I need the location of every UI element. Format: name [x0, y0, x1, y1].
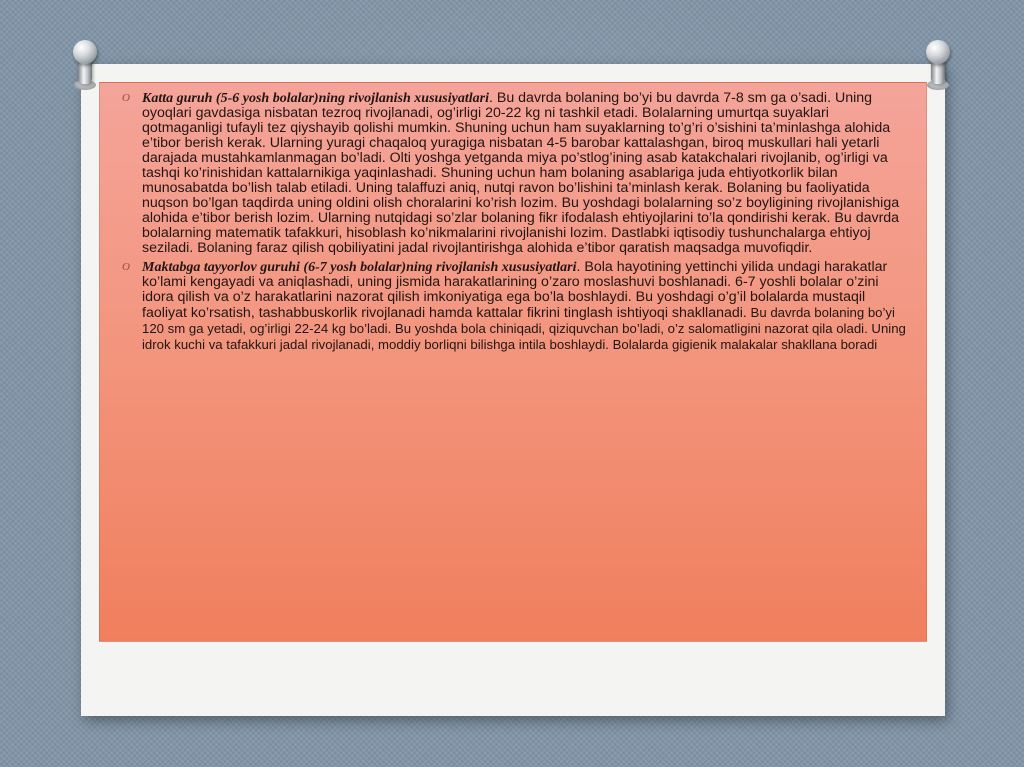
bullet-body: . Bu davrda bolaning bo’yi bu davrda 7-8 sm ga o’sadi. Uning oyoqlari gavdasiga nisbatan tezroq rivojlanadi, og’irligi 20-22 kg ni tashkil etadi. Bolalarning umurtqa suyaklari qotmaganligi tufayli tez qiyshayib qolishi mumkin. Shuning uchun ham suyaklarning to’g’ri o’sishini ta’minlashga alohida e’tibor berish kerak. Ularning yuragi chaqaloq yuragiga nisbatan 4-5 barobar kattalashgan, biroq muskullari hali yetarli darajada mustahkamlanmagan bo’ladi. Olti yoshga yetganda miya po’stlog’ining asab katakchalari rivojlanib, og’irligi va tashqi ko’rinishidan kattalarnikiga yaqinlashadi. Shuning uchun ham bolaning asablariga juda ehtiyotkorlik bilan munosabatda bo’lish talab etiladi. Uning talaffuzi aniq, nutqi ravon bo’lishini ta’minlash kerak. Bolaning bu faoliyatida nuqson bo’lgan taqdirda uning oldini olish choralarini ko’rish lozim. Bu yoshdagi bolalarning so’z boyligining rivojlanishiga alohida e’tibor berish lozim. Ularning nutqidagi so’zlar bolaning fikr ifodalash ehtiyojlarini to’la qondirishi kerak. Bu davrda bolalarning matematik tafakkuri, hisoblash ko’nikmalarini rivojlanishi lozim. Dastlabki iqtisodiy tushunchalarga ehtiyoj seziladi. Bolaning faraz qilish qobiliyatini jadal rivojlantirishga alohida e’tibor qaratish maqsadga muvofiqdir.	[142, 90, 900, 256]
bullet-body: . Bola hayotining yettinchi yilida undagi harakatlar ko’lami kengayadi va aniqlashadi, uning jismida harakatlarining o’zaro moslashuvi boshlanadi. 6-7 yoshli bolalar o’zini idora qilish va o’z harakatlarini nazorat qilish imkoniyatiga ega bo’la boshlaydi. Bu yoshdagi o’g’il bolalarda mustaqil faoliyat ko’rsatish, tashabbuskorlik rivojlanadi hamda kattalar fikrini tinglash ishtiyoqi shakllanadi.	[142, 259, 888, 321]
pushpin-icon	[70, 40, 100, 92]
bullet-item-katta-guruh	[122, 91, 912, 256]
bullet-marker: O	[122, 261, 130, 273]
bullet-heading: Maktabga tayyorlov guruhi (6-7 yosh bolalar)ning rivojlanish xususiyatlari	[142, 260, 577, 275]
bullet-item-maktabga-tayyorlov	[122, 260, 912, 353]
bullet-list	[100, 83, 926, 353]
bullet-text	[142, 260, 912, 353]
bullet-marker: O	[122, 92, 130, 104]
pushpin-icon	[923, 40, 953, 92]
content-panel	[99, 82, 927, 642]
bullet-text	[142, 91, 912, 256]
slide-card	[81, 64, 945, 716]
bullet-heading: Katta guruh (5-6 yosh bolalar)ning rivojlanish xususiyatlari	[142, 91, 489, 106]
bullet-body-continued: Bu davrda bolaning bo’yi 120 sm ga yetadi, og’irligi 22-24 kg bo’ladi. Bu yoshda bola chiniqadi, qiziquvchan bo’ladi, o’z salomatligini nazorat qila oladi. Uning idrok kuchi va tafakkuri jadal rivojlanadi, moddiy borliqni bilishga intila boshlaydi. Bolalarda gigienik malakalar shakllana boradi	[142, 305, 906, 352]
